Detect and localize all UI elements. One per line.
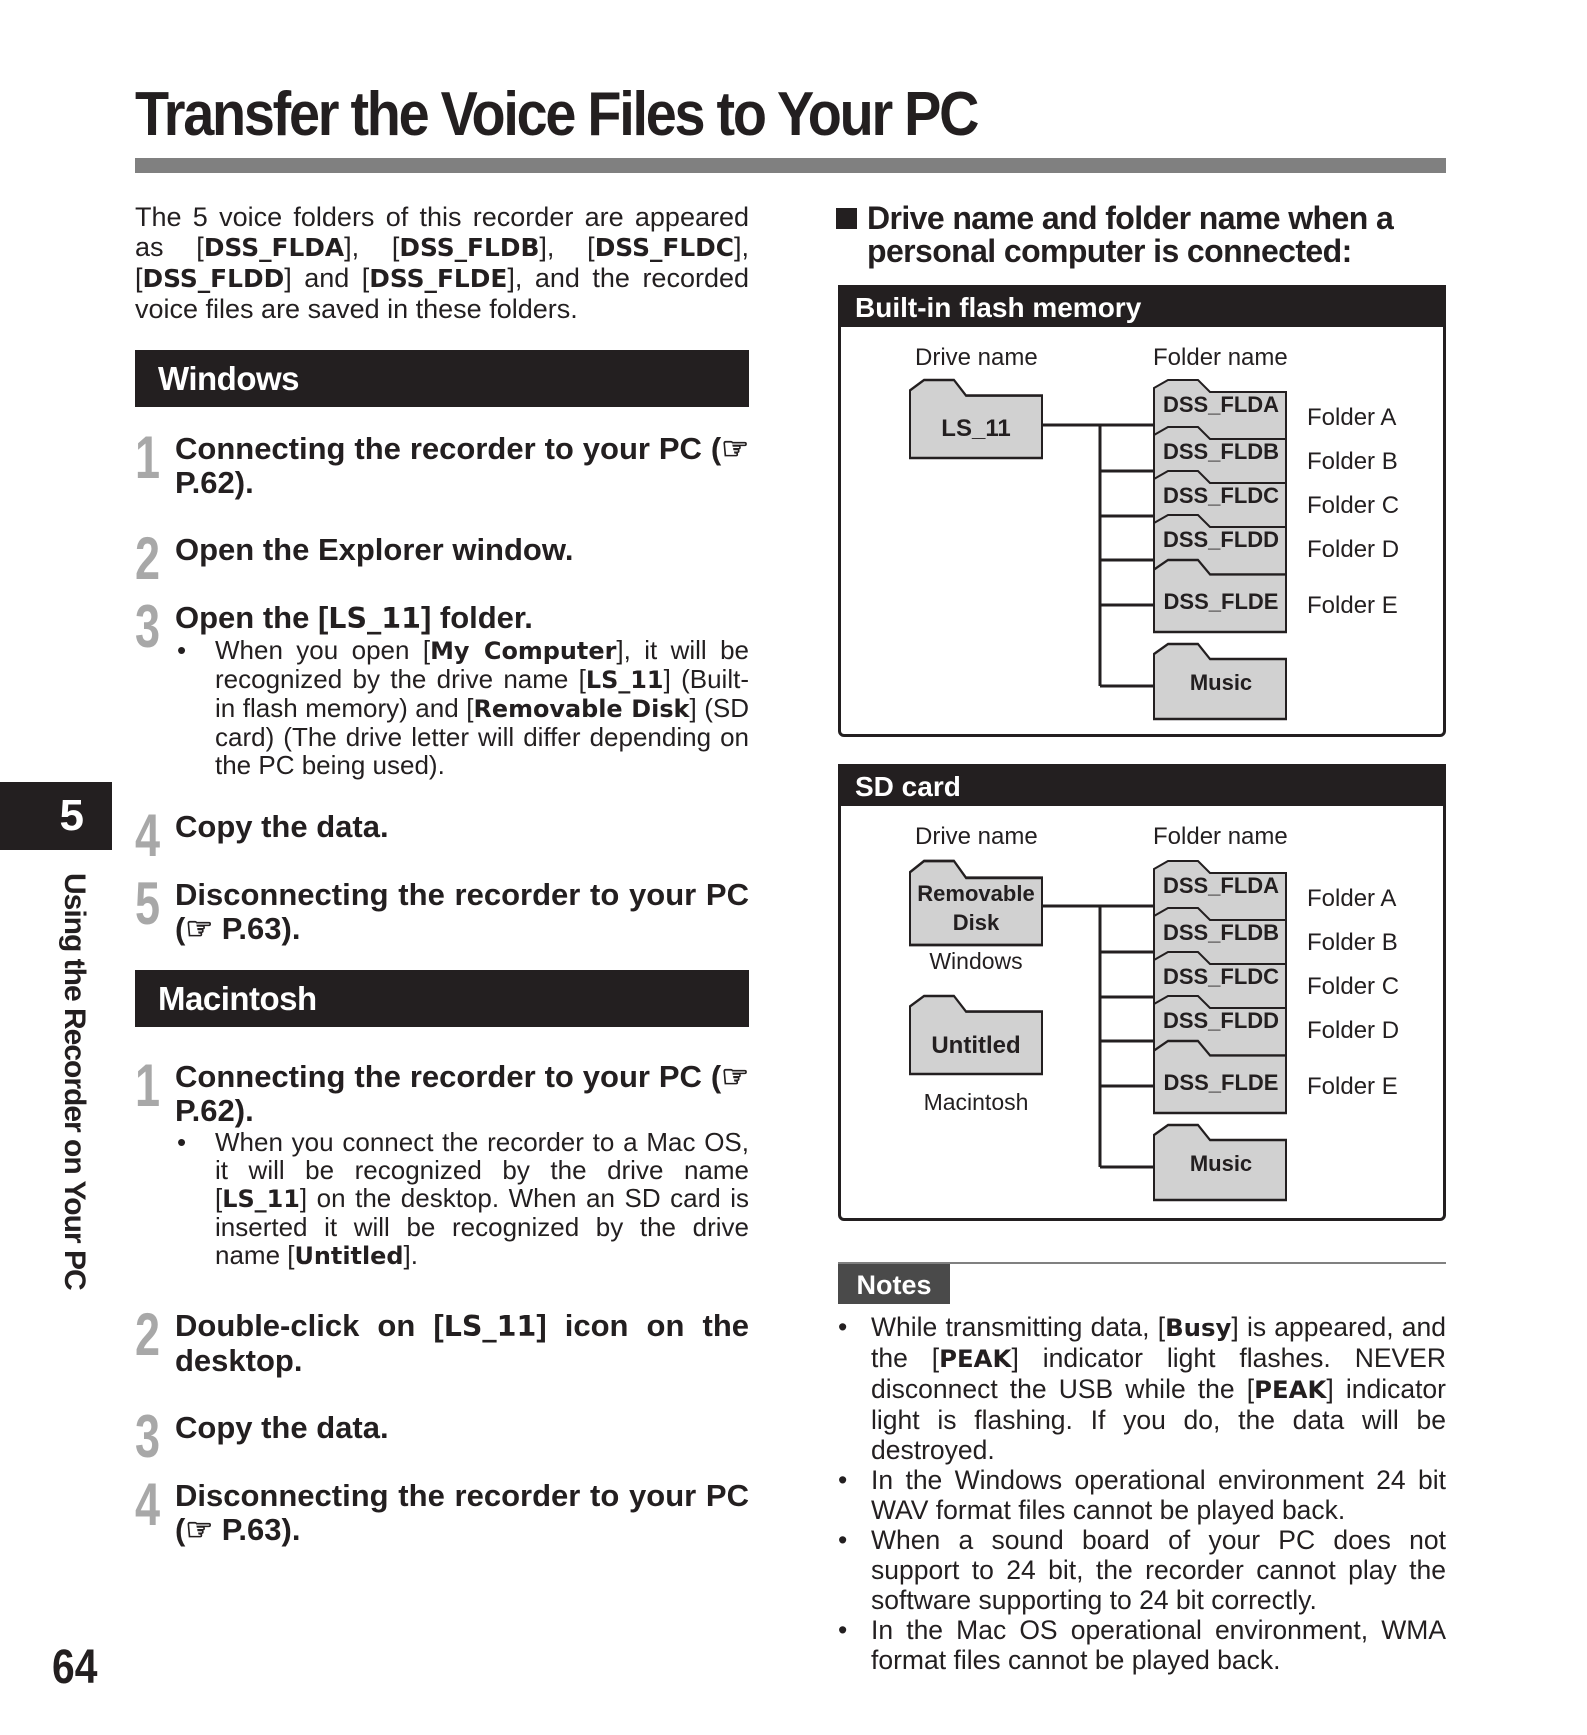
windows-step-1 [135, 424, 749, 500]
page-number: 64 [52, 1641, 98, 1694]
step-text: Open the [LS_11] folder. [175, 600, 533, 635]
step-number: 2 [135, 1301, 161, 1368]
folder-c-name: DSS_FLDC [1162, 483, 1280, 508]
intro-paragraph: The 5 voice folders of this recorder are appeared as [DSS_FLDA], [DSS_FLDB], [DSS_FLDC], [DSS_FLDD] and [DSS_FLDE], and the recorded voice files are saved in these folders. [135, 202, 750, 324]
folder-e-name: DSS_FLDE [1163, 1070, 1279, 1095]
step-text: Connecting the recorder to your PC (☞ P.62). [175, 431, 749, 500]
step-number: 3 [135, 593, 161, 660]
windows-step-3 [135, 593, 750, 780]
drive-name-win-line1: Removable [917, 881, 1035, 906]
chapter-side-title: Using the Recorder on Your PC [58, 873, 91, 1290]
folder-a-name: DSS_FLDA [1162, 392, 1280, 417]
drive-name-win-line2: Disk [952, 910, 1000, 935]
folder-c-name: DSS_FLDC [1162, 964, 1280, 989]
folder-name-label: Folder name [1153, 823, 1288, 850]
step-number: 1 [135, 424, 161, 491]
step-number: 1 [135, 1052, 161, 1119]
step-number: 4 [135, 802, 161, 869]
windows-step-4 [135, 802, 749, 869]
windows-step-5 [135, 870, 749, 946]
step-text: Copy the data. [175, 809, 389, 844]
drive-folder-heading [836, 202, 1396, 268]
bullet-icon: • [177, 635, 187, 665]
macintosh-section-header: Macintosh [135, 970, 749, 1027]
step-text: Double-click on [LS_11] icon on the desktop. [175, 1308, 749, 1378]
mac-step-4 [135, 1471, 749, 1547]
notes-list [838, 1312, 1446, 1675]
folder-d-name: DSS_FLDD [1162, 1008, 1280, 1033]
drive-name-label: Drive name [915, 823, 1038, 850]
bullet-icon: • [838, 1525, 848, 1555]
title-rule [135, 158, 1446, 173]
tree-connectors [1043, 425, 1155, 686]
folder-name-label: Folder name [1153, 344, 1288, 371]
step-text: Connecting the recorder to your PC (☞ P.62). [175, 1059, 749, 1128]
drive-name: LS_11 [941, 415, 1011, 442]
step-text: Disconnecting the recorder to your PC (☞ P.63). [175, 1478, 749, 1547]
bullet-icon: • [838, 1615, 848, 1645]
folder-a-label: Folder A [1307, 404, 1397, 431]
bullet-icon: • [838, 1312, 848, 1342]
macintosh-caption: Macintosh [923, 1089, 1029, 1115]
folder-b-name: DSS_FLDB [1162, 920, 1280, 945]
panel-header: Built-in flash memory [838, 285, 1446, 327]
sd-card-panel [838, 764, 1446, 1221]
step-text: Copy the data. [175, 1410, 389, 1445]
folder-c-label: Folder C [1307, 973, 1400, 1000]
drive-name-mac: Untitled [931, 1032, 1021, 1059]
step-number: 4 [135, 1471, 161, 1538]
folder-a-name: DSS_FLDA [1162, 873, 1280, 898]
folder-e-label: Folder E [1307, 1073, 1398, 1100]
folder-b-label: Folder B [1307, 448, 1398, 475]
folder-e-label: Folder E [1307, 592, 1398, 619]
notes-header: Notes [838, 1264, 950, 1304]
drive-name-label: Drive name [915, 344, 1038, 371]
mac-step-2 [135, 1301, 749, 1378]
flash-tree-diagram [841, 288, 1449, 740]
folder-d-label: Folder D [1307, 536, 1400, 563]
step-text: Open the Explorer window. [175, 532, 574, 567]
step-number: 5 [135, 870, 161, 937]
note-item: • While transmitting data, [Busy] is appeared, and the [PEAK] indicator light flashes. NEVER disconnect the USB while the [PEAK] indicator light is flashing. If you do, the data will be destroyed. [838, 1312, 1446, 1465]
chapter-number-tab: 5 [0, 782, 112, 850]
sd-tree-diagram [841, 767, 1449, 1224]
bullet-icon: • [838, 1465, 848, 1495]
mac-step-3 [135, 1403, 749, 1470]
step-3-note: • When you open [My Computer], it will be recognized by the drive name [LS_11] (Built-in flash memory) and [Removable Disk] (SD card) (The drive letter will differ depending on the PC being used). [177, 635, 750, 780]
folder-e-name: DSS_FLDE [1163, 589, 1279, 614]
tree-connectors [1043, 906, 1155, 1167]
folder-d-name: DSS_FLDD [1162, 527, 1280, 552]
flash-memory-panel [838, 285, 1446, 737]
folder-a-label: Folder A [1307, 885, 1397, 912]
folder-d-label: Folder D [1307, 1017, 1400, 1044]
note-item: • In the Windows operational environment 24 bit WAV format files cannot be played back. [838, 1465, 1446, 1525]
mac-step-1 [135, 1052, 749, 1270]
heading-line-2: personal computer is connected: [867, 233, 1352, 269]
music-folder-name: Music [1189, 670, 1253, 695]
square-bullet-icon [836, 208, 857, 229]
folder-b-name: DSS_FLDB [1162, 439, 1280, 464]
bullet-icon: • [177, 1127, 187, 1157]
windows-step-2 [135, 525, 749, 592]
folder-c-label: Folder C [1307, 492, 1400, 519]
panel-header: SD card [838, 764, 1446, 806]
step-number: 3 [135, 1403, 161, 1470]
step-text: Disconnecting the recorder to your PC (☞ P.63). [175, 877, 749, 946]
step-number: 2 [135, 525, 161, 592]
windows-section-header: Windows [135, 350, 749, 407]
note-item: • In the Mac OS operational environment, WMA format files cannot be played back. [838, 1615, 1446, 1675]
page-title: Transfer the Voice Files to Your PC [135, 80, 978, 149]
folder-b-label: Folder B [1307, 929, 1398, 956]
windows-caption: Windows [929, 948, 1023, 974]
music-folder-name: Music [1189, 1151, 1253, 1176]
mac-step-1-note: • When you connect the recorder to a Mac OS, it will be recognized by the drive name [LS_11] on the desktop. When an SD card is inserted it will be recognized by the drive name [Untitled]. [177, 1127, 749, 1270]
note-item: • When a sound board of your PC does not support to 24 bit, the recorder cannot play the software supporting to 24 bit correctly. [838, 1525, 1446, 1615]
heading-line-1: Drive name and folder name when a [867, 200, 1394, 236]
